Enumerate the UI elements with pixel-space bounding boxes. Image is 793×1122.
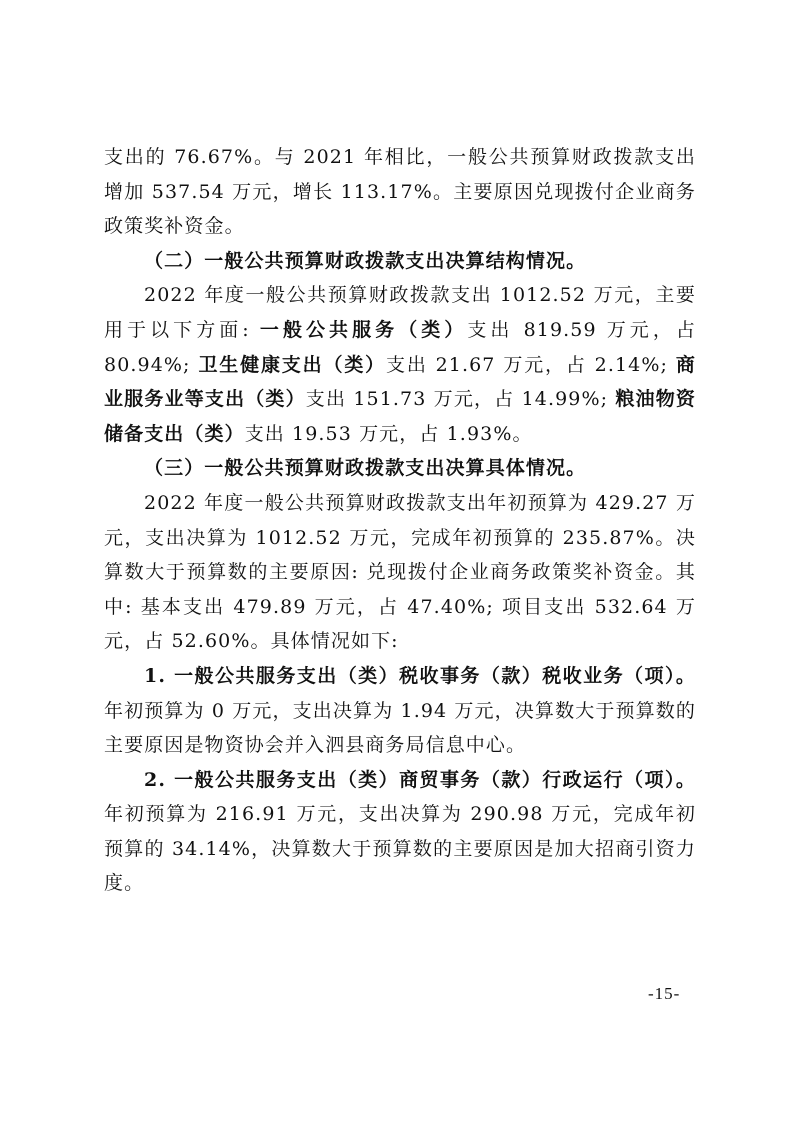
category-name: 粮油物资储备支出（类） [104,388,696,445]
section-heading-structure: （二）一般公共预算财政拨款支出决算结构情况。 [144,249,587,272]
section-heading-details: （三）一般公共预算财政拨款支出决算具体情况。 [144,457,587,480]
category-value: 支出 819.59 万元，占 80.94%; [104,318,696,376]
item-paragraph-2 [104,763,696,901]
paragraph-text: 支出的 76.67%。与 2021 年相比，一般公共预算财政拨款支出增加 537.54 万元，增长 113.17%。主要原因兑现拨付企业商务政策奖补资金。 [104,146,696,238]
item-text: 年初预算为 216.91 万元，支出决算为 290.98 万元，完成年初预算的 34.14%，决算数大于预算数的主要原因是加大招商引资力度。 [104,803,696,895]
category-name: 一般公共服务（类） [259,318,468,341]
paragraph-expenditure-structure [104,278,696,451]
category-value: 支出 19.53 万元，占 1.93%。 [244,422,533,445]
category-value: 支出 21.67 万元，占 2.14%; [386,353,676,376]
item-heading: 1. 一般公共服务支出（类）税收事务（款）税收业务（项）。 [144,664,696,687]
item-paragraph-1 [104,659,696,763]
paragraph-expenditure-details: 2022 年度一般公共预算财政拨款支出年初预算为 429.27 万元，支出决算为 1012.52 万元，完成年初预算的 235.87%。决算数大于预算数的主要原因: 兑现拨付企业商务政策奖补资金。其中: 基本支出 479.89 万元，占 47.40%; 项目支出 532.64 万元，占 52.60%。具体情况如下: [104,491,696,653]
page-number: -15- [648,984,681,1003]
paragraph-continuation [104,140,696,244]
category-name: 商业服务业等支出（类） [104,353,696,411]
category-name: 卫生健康支出（类） [198,353,387,376]
document-body [104,140,696,901]
paragraph-text: 2022 年度一般公共预算财政拨款支出 1012.52 万元，主要用于以下方面: [104,284,696,341]
item-heading: 2. 一般公共服务支出（类）商贸事务（款）行政运行（项）。 [144,768,696,791]
category-value: 支出 151.73 万元，占 14.99%; [305,388,616,411]
item-text: 年初预算为 0 万元，支出决算为 1.94 万元，决算数大于预算数的主要原因是物资协会并入泗县商务局信息中心。 [104,699,696,757]
